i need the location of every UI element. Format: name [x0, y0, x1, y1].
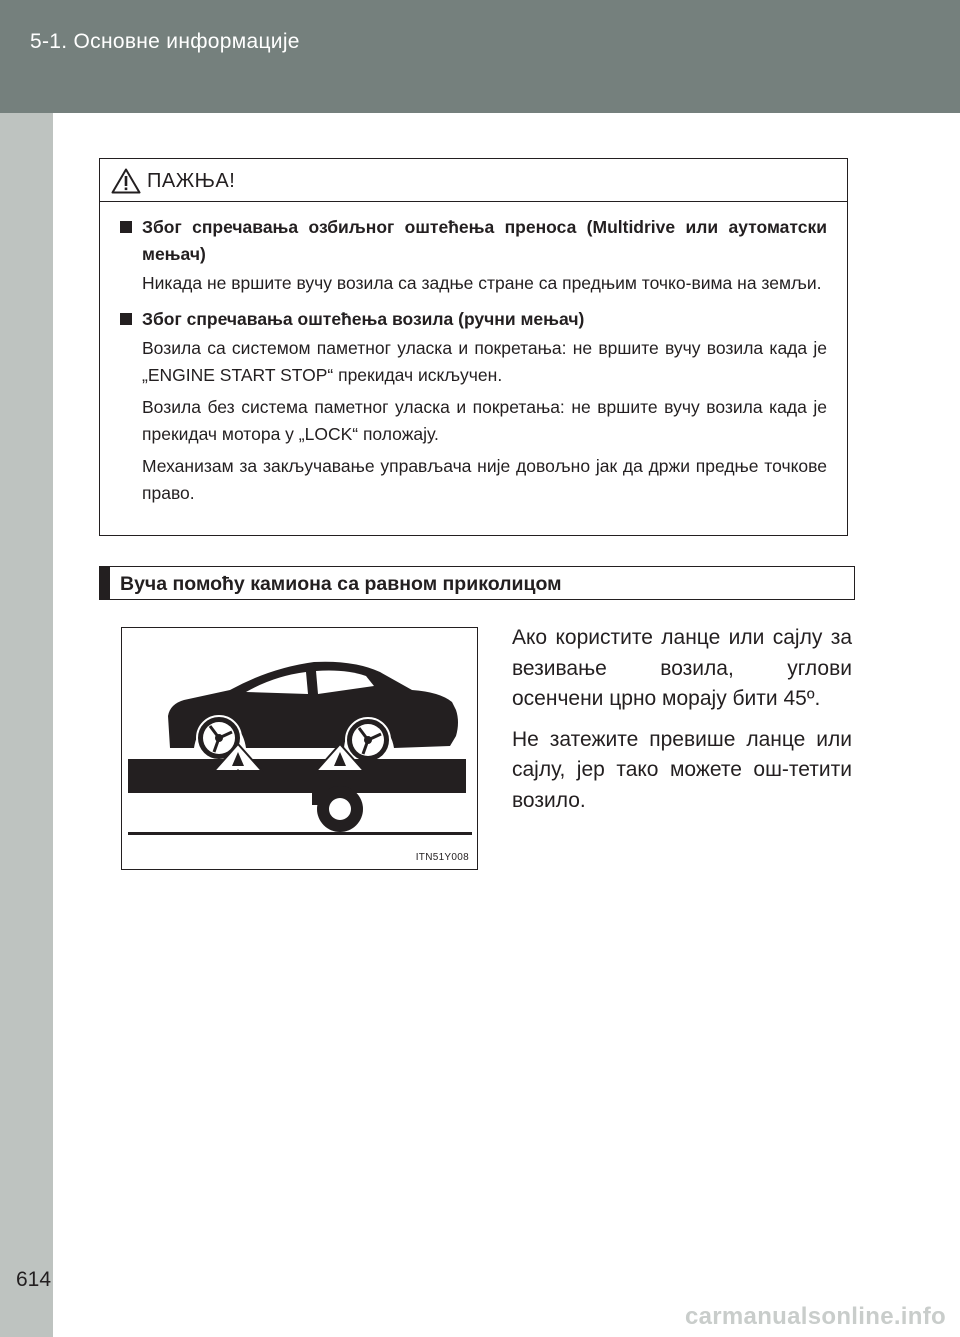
- chapter-title: 5-1. Основне информације: [30, 30, 300, 53]
- caution-paragraph: Возила без система паметног уласка и покретања: не вршите вучу возила када је прекидач мотора у „LOCK“ положају.: [142, 397, 827, 444]
- caution-paragraph: Возила са системом паметног уласка и покретања: не вршите вучу возила када је „ENGINE START STOP“ прекидач искључен.: [142, 338, 827, 385]
- page-number: 614: [16, 1268, 52, 1291]
- caution-item-title-text: Због спречавања озбиљног оштећења преноса (Multidrive или аутоматски мењач): [142, 217, 827, 264]
- caution-item-title: [120, 214, 827, 268]
- figure-code: ITN51Y008: [415, 852, 469, 863]
- ground-line: [128, 832, 472, 835]
- flatbed-deck: [128, 759, 466, 793]
- section-heading-bar: [100, 566, 110, 600]
- body-paragraph: Не затежите превише ланце или сајлу, јер тако можете ош-тетити возило.: [512, 727, 852, 812]
- bullet-square-icon: [120, 221, 132, 233]
- section-heading: [99, 566, 855, 600]
- caution-item-title-text: Због спречавања оштећења возила (ручни мењач): [142, 309, 585, 329]
- page-header: [0, 0, 960, 113]
- watermark-text: carmanualsonline.info: [684, 1303, 946, 1330]
- towing-illustration: [121, 627, 478, 870]
- body-text: [512, 623, 852, 826]
- car-on-flatbed-drawing: [122, 628, 477, 869]
- body-paragraph: Ако користите ланце или сајлу за везивање возила, углови осенчени црно морају бити 45º.: [512, 626, 852, 710]
- section-title: Вуча помоћу камиона са равном приколицом: [120, 573, 562, 595]
- caution-box: [99, 158, 848, 536]
- caution-item: [120, 306, 827, 507]
- caution-paragraph: Никада не вршите вучу возила са задње стране са предњим точко-вима на земљи.: [142, 273, 822, 293]
- caution-paragraph: Механизам за закључавање управљача није довољно јак да држи предње точкове право.: [142, 456, 827, 503]
- caution-body: [100, 202, 847, 507]
- caution-item: [120, 214, 827, 297]
- warning-triangle-icon: [111, 168, 141, 194]
- trailer-wheel-hub: [329, 798, 351, 820]
- bullet-square-icon: [120, 313, 132, 325]
- caution-title: ПАЖЊА!: [147, 170, 236, 192]
- sidebar-strip: [0, 113, 53, 1337]
- caution-item-title: [120, 306, 827, 333]
- caution-header: [100, 159, 847, 202]
